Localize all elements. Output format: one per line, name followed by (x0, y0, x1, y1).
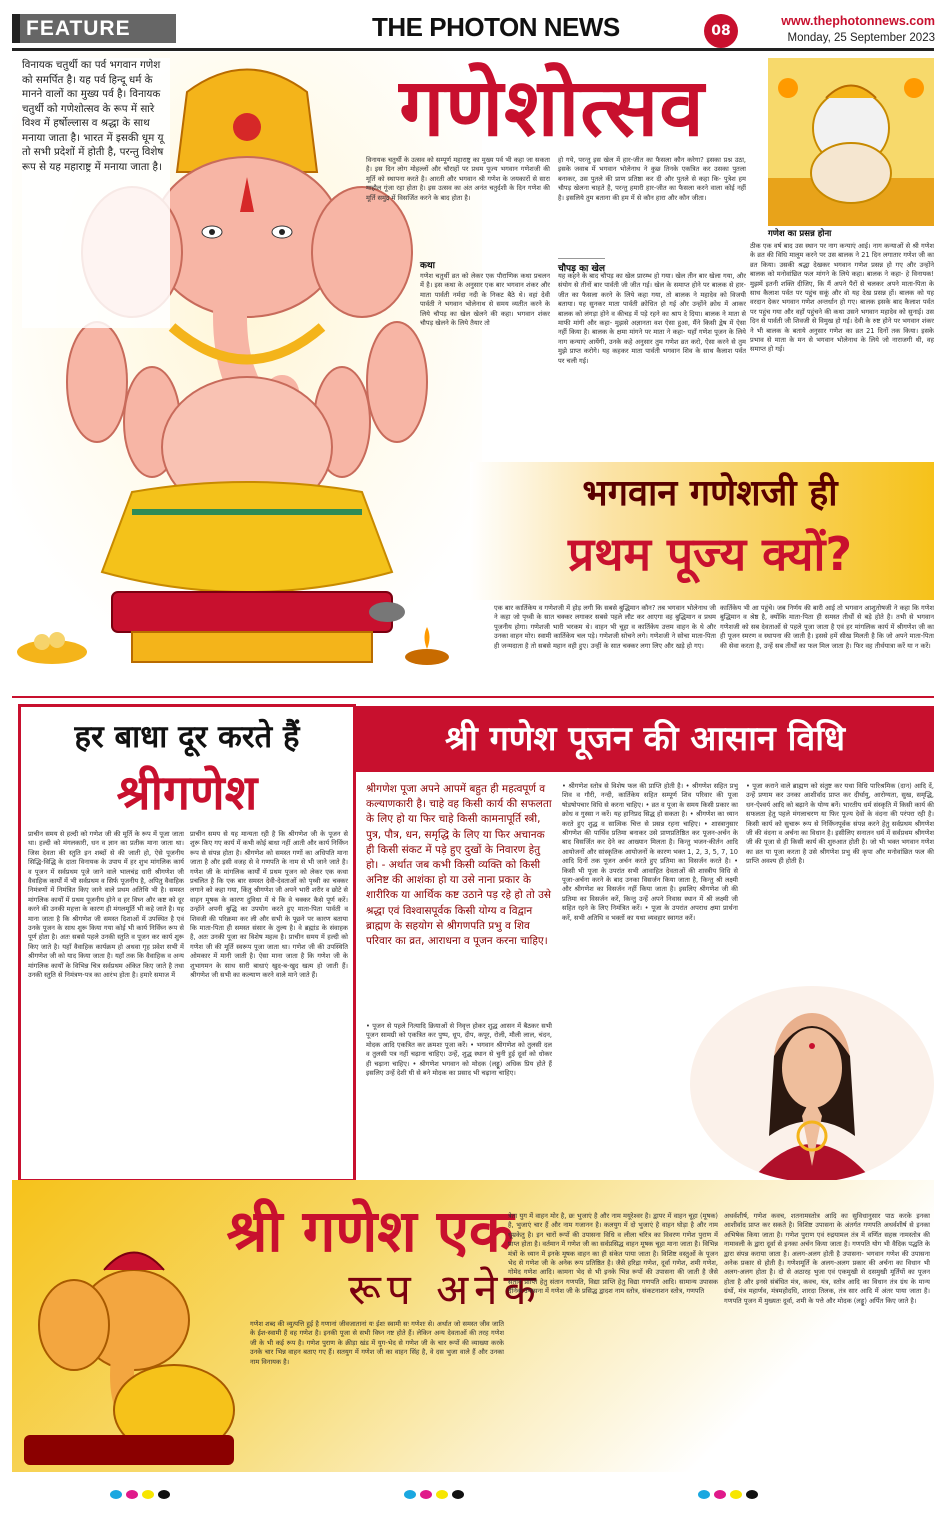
masthead: THE PHOTON NEWS (372, 12, 620, 42)
top-article-col2: हो गये, परन्तु इस खेल में हार-जीत का फैसला कौन करेगा? इसका प्रश्न उठा, इसके जवाब में भगवान भोलेनाथ ने कुछ तिनके एकत्रित कर उसका पुतला बनाकर, उस पुतले की प्राण प्रतिष्ठा कर दी और पुतले से कहा कि- पुत्रेश हम चौपड़ खेलना चाहते है, परन्तु हमारी हार-जीत का फैसला करने वाला कोई नहीं है। इसलिये तुम बताना की हम में से कौन हारा और कौन जीता। (558, 156, 746, 202)
har-badha-col1: प्राचीन समय से हल्दी को गणेश जी की मूर्ति के रूप में पूजा जाता था। हल्दी को मंगलकारी, धन व ज्ञान का प्रतीक माना जाता था। जिस देवता की स्तुति इन शब्दों से की जाती हो, ऐसे पूजनीय सिद्धि-विद्धि के दाता विनायक के उपाय में हर शुभ मांगलिक कार्य व पूजन में सर्वप्रथम पूजे जाने वाले भालचंद्र धारी श्रीगणेश जी वैवाहिक कार्यों में भी सर्वप्रथम व सिर्फ पूजनीय है, अपितु वैवाहिक निमंत्रणों में निमंत्रित किए जाने वाले प्रथम अतिथि भी है। समस्त मांगलिक कार्यों में प्रथम पूजनीय होने व हर विघ्न और कष्ट को दूर करने की उनकी महत्ता के कारण ही मंगलमूर्ति भी कहे जाते है। यह माना जाता है कि श्रीगणेश जी समस्त दिशाओं में उपस्थित है एवं उनके पूजन के साथ शुरू किया गया कोई भी कार्य निर्विघ्न रूप से पूर्ण होता है। अतः सबसे पहले उनकी स्तुति व पूजन कर कार्य शुरू किए जाते है। यहाँ वैवाहिक कार्यक्रम हो अथवा गृह प्रवेश सभी में श्रीगणेश जी को याद किया जाता है। यहाँ तक कि वैवाहिक व अन्य मांगलिक कार्यों के विभिन्न चित्र सर्वप्रथम अंकित किए जाते है तथा उनकी स्तुति से निमंत्रण-पत्र का आरंभ होता है। हमारे समाज में (28, 830, 184, 980)
right-caption: गणेश का प्रसन्न होना (768, 229, 832, 239)
pujan-bullets1: • पूजन से पहले नित्यादि क्रियाओं से निवृत्त होकर शुद्ध आसन में बैठकर सभी पूजन सामग्री को एकत्रित कर पुष्प, धूप, दीप, कपूर, रोली, मौली लाल, चंदन, मोदक आदि एकत्रित कर क्रमशः पूजा करें। • भगवान श्रीगणेश को तुलसी दल व तुलसी पत्र नहीं चढ़ाना चाहिए। उन्हें, शुद्ध स्थान से चुनी हुई दूर्वा को धोकर ही चढ़ाना चाहिए। • श्रीगणेश भगवान को मोदक (लड्डू) अधिक प्रिय होते हैं इसलिए उन्हें देशी घी से बने मोदक का प्रसाद भी चढ़ाना चाहिए। (366, 1022, 552, 1078)
har-badha-col2: प्राचीन समय से यह मान्यता रही है कि श्रीगणेश जी के पूजन से शुरू किए गए कार्य में कभी कोई बाधा नहीं आती और कार्य निर्विघ्न रूप से संपन्न होता है। श्रीगणेश को समस्त गणों का अधिपति माना जाता है और इसी वजह से वे गणपति के नाम से भी जाने जाते है। गणेश जी के मांगलिक कार्यों में प्रथम पूजन को लेकर एक कथा प्रचलित है कि एक बार समस्त देवी-देवताओं को पृथ्वी का चक्कर लगाने को कहा गया, किंतु श्रीगणेश जी अपने भारी शरीर व छोटे से वाहन मूषक के कारण दुविधा में थे कि वे चक्कर कैसे पूर्ण करें। उन्होंने अपनी बुद्धि का उपयोग करते हुए माता-पिता पार्वती व शिवजी की परिक्रमा कर ली और सभी के पूछने पर कारण बताया कि माता-पिता ही समस्त संसार के तुल्य है। वे ब्रह्मांड के संवाहक है, अतः उनकी पूजा का विशेष महत्व है। प्राचीन समय में हल्दी को गणेश जी की मूर्ति स्वरूप पूजा जाता था। गणेश जी की उपस्थिति ओमकार में मानी जाती है। ऐसा माना जाता है कि गणेश जी के शुभागमन के साथ सारी बाधाएं खुद-ब-खुद खत्म हो जाती हैं। श्रीगणेश जी सभी का कल्याण करने वाले माने जाते हैं। (190, 830, 348, 980)
katha-text: गणेश चतुर्थी व्रत को लेकर एक पौराणिक कथा प्रचलन में है। इस कथा के अनुसार एक बार भगवान शंकर और माता पार्वती नर्मदा नदी के निकट बैठे थे। वहां देवी पार्वती ने भगवान भोलेनाथ से समय व्यतीत करने के लिये चौपड़ का खेल खेलने की कहा। भगवान शंकर चौपड़ खेलने के लिये तैयार तो (420, 272, 550, 328)
page-number: 08 (711, 23, 731, 39)
praying-woman-photo (690, 986, 934, 1182)
prathampujya-col1: एक बार कार्तिकेय व गणेशजी में होड़ लगी कि सबसे बुद्धिमान कौन? तब भगवान भोलेनाथ जी ने कहा जो पृथ्वी के सात चक्कर लगाकर सबसे पहले लौट कर आएगा वह बुद्धिमान व प्रथम पूजनीय होगा। गणेशजी भारी भरकम थे। वाहन भी चूहा व कार्तिकेय उत्तम वाहन के थे और उनका वाहन मोर। स्वामी कार्तिकेय चल पड़े। गणेशजी सोचने लगे। गणेशजी ने सोचा माता-पिता ही जन्मदाता है तो सबसे महान वही हुए। उन्हीं के सात चक्कर लगा लिए और खड़े हो गए। (494, 604, 716, 650)
main-title: गणेशोत्सव (399, 61, 705, 154)
pujan-vidhi-title: श्री गणेश पूजन की आसान विधि (444, 719, 846, 759)
print-registration-marks (110, 1484, 870, 1498)
right-column-text: ठीक एक वर्ष बाद उस स्थान पर नाग कन्याएं आई। नाग कन्याओं से श्री गणेश के व्रत की विधि मालूम करने पर उस बालक ने 21 दिन लगातार गणेश जी का व्रत किया। उसकी श्रद्धा देखकर भगवान गणेश प्रसन्न हो गए और उन्होंने बालक को मनोवांछित फल मांगने के लिये कहा। बालक ने कहा- हे विनायक! मुझमें इतनी शक्ति दीजिए, कि मैं अपने पैरों से चलकर अपने माता-पिता के साथ कैलाश पर्वत पर पहुंच सकूं और वो यह देख प्रसन्न हों। बालक को यह वरदान देकर भगवान गणेश अन्तर्धान हो गए। बालक इसके बाद कैलाश पर्वत पर पहुंच गया और वहाँ पहुंचने की कथा उसने भगवान महादेव को सुनाई। उस दिन से पार्वती जी शिवजी से विमुख हो गई। देवी के रुष्ट होने पर भगवान शंकर ने भी बालक के बताये अनुसार गणेश का व्रत 21 दिनों तक किया। इसके प्रभाव से माता के मन से भगवान भोलेनाथ के लिये जो नाराजगी थी, वह समाप्त हो गई। (750, 242, 934, 354)
page-number-badge (704, 14, 738, 48)
pujan-bullets2: • श्रीगणेश स्तोत्र से विशेष फल की प्राप्ति होती है। • श्रीगणेश सहित प्रभु शिव व गौरी, नन्दी, कार्तिकेय सहित सम्पूर्ण शिव परिवार की पूजा षोडषोपचार विधि से करना चाहिए। • व्रत व पूजा के समय किसी प्रकार का क्रोध व गुस्सा न करें। यह हानिप्रद सिद्ध हो सकता है। • श्रीगणेश का ध्यान करते हुए शुद्ध व सात्विक चित्त से प्रसन्न रहना चाहिए। • शास्त्रानुसार श्रीगणेश की पार्थिव प्रतिमा बनाकर उसे प्राणप्रतिष्ठित कर पूजन-अर्चन के बाद विसर्जित कर देने का आख्यान मिलता है। किन्तु भजन-कीर्तन आदि आयोजनों और सांस्कृतिक आयोजनों के कारण भक्त 1, 2, 3, 5, 7, 10 आदि दिनों तक पूजन अर्चन करते हुए प्रतिमा का विसर्जन करते है। • किसी भी पूजा के उपरांत सभी आवाहित देवताओं की शास्त्रीय विधि से पूजा-अर्चना करने के बाद उनका विसर्जन किया जाता है, किन्तु श्री लक्ष्मी और श्रीगणेश का विसर्जन नहीं किया जाता है। इसलिए श्रीगणेश जी की प्रतिमा का विसर्जन करें, किन्तु उन्हें अपने निवास स्थान में श्री लक्ष्मी जी सहित रहने के लिए निमंत्रित करें। • पूजा के उपरांत अपराध क्षमा प्रार्थना करें, सभी अतिथि व भक्तों का यथा व्यवहार स्वागत करें। (562, 782, 738, 922)
feature-label-text: FEATURE (26, 17, 131, 40)
feature-label (12, 14, 176, 43)
roop-anek-col1: गणेश शब्द की व्युत्पत्ति हुई है गणानां जीवजातानां यः ईशः स्वामी सः गणेशः से। अर्थात जो समस्त जीव जाति के ईश-स्वामी हैं वह गणेश है। इनकी पूजा से सभी विघ्न नष्ट होते हैं। लेकिन अन्य देवताओं की तरह गणेश जी के भी कई रूप है। गणेश पुराण के क्रीड़ा खंड में युग-भेद से गणेश जी के चार रूपों की व्याख्या करके उनके चार भिन्न वाहन बताए गए हैं। सतयुग में गणेश जी का वाहन सिंह है, वे दस भुजा वाले हैं और उनका नाम विनायक है। (250, 1320, 504, 1366)
roop-anek-line1: श्री गणेश एक (226, 1197, 514, 1265)
roop-anek-line2: रूप अनेक (348, 1265, 542, 1314)
pujan-highlight: श्रीगणेश पूजा अपने आपमें बहुत ही महत्वपूर्ण व कल्याणकारी है। चाहे वह किसी कार्य की सफलता के लिए हो या फिर चाहे किसी कामनापूर्ति स्त्री, पुत्र, पौत्र, धन, समृद्धि के लिए या फिर अचानक ही किसी संकट में पड़े हुए दुखों के निवारण हेतु हो। - अर्थात जब कभी किसी व्यक्ति को किसी अनिष्ट की आशंका हो या उसे नाना प्रकार के शारीरिक या आर्थिक कष्ट उठाने पड़ रहे हो तो उसे श्रद्धा एवं विश्वासपूर्वक किसी योग्य व विद्वान ब्राह्मण के सहयोग से श्रीगणपति प्रभु व शिव परिवार का व्रत, आराधना व पूजन करना चाहिए। (366, 783, 552, 948)
roop-anek-col3: अथर्वशीर्ष, गणेश कवच, शतनामस्तोत्र आदि का सुविधानुसार पाठ करके इनका आशीर्वाद प्राप्त कर सकते है। विशिष्ट उपासना के अंतर्गत गणपति अथर्वशीर्ष से इनका अभिषेक किया जाता है। गणेश पुराण एवं रुद्रयामल तंत्र में वर्णित सहस्र नामस्तोत्र की नामावली के द्वारा दूर्वा से इनका अर्चन किया जाता है। गणपति योग भी वैदिक पद्धति के द्वारा संपन्न कराया जाता है। अलग-अलग होती है उपासना- भगवान गणेश की उपासना अनेक प्रकार से होती है। गणेशमूर्ति के अलग-अलग प्रकार की अर्चना का विधान भी अलग-अलग होता है। दो से अठारह भुजा एवं एकमुखी से दसमुखी मूर्तियों का पूजन होता है और इनसे संबंधित मंत्र, कवच, यंत्र, स्तोत्र आदि का विधान तंत्र ग्रंथ के मान्य ग्रंथों, मंत्र महार्णव, मंत्रमहोदधि, शारदा तिलक, तंत्र सार आदि में अंतर पाया जाता है। गणपति पूजन में मुख्यतः दूर्वा, शमी के पत्ते और मोदक (लड्डू) अर्पित किए जाते है। (724, 1212, 930, 1305)
har-badha-line1: हर बाधा दूर करते हैं (74, 719, 300, 755)
prathampujya-col2: कार्तिकेय भी आ पहुंचे। जब निर्णय की बारी आई तो भगवान आशुतोषजी ने कहा कि गणेश बुद्धिमान व श्रेष्ठ है, क्योंकि माता-पिता ही समस्त तीर्थों से बड़े होते है। तभी से भगवान गणेशजी को सब देवताओं से पहले पूजा जाता है एवं हर मांगलिक कार्य में श्रीगणेश जी का ही पूजन स्मरण व स्थापना की जाती है। इससे हमें सीख मिलती है कि जो अपने माता-पिता की सेवा करता है, उन्हें सब तीर्थों का फल मिल जाता है। फिर वह तीर्थयात्रा करें या न करें। (720, 604, 934, 650)
chaupad-heading: चौपड़ का खेल (558, 258, 605, 274)
pujan-bullets3: • पूजा कराने वाले ब्राह्मण को संतुष्ट कर यथा विधि पारिश्रमिक (दान) आदि दें, उन्हें प्रणाम कर उनका आशीर्वाद प्राप्त कर दीर्घायु, आरोग्यता, सुख, समृद्धि, धन-ऐश्वर्य आदि को बढ़ाने के योग्य बनें। भारतीय धर्म संस्कृति में किसी कार्य की सफलता हेतु पहले मंगलाचरण या फिर पूज्य देवों के वंदना की परंपरा रही है। किसी कार्य को सुचारू रूप से निर्विघ्नपूर्वक संपन्न करने हेतु सर्वप्रथम श्रीगणेश जी की वंदना व अर्चना का विधान है। इसीलिए सनातन धर्म में सर्वप्रथम श्रीगणेश जी की पूजा से ही किसी कार्य की शुरुआत होती है। जो भी भक्त भगवान गणेश का व्रत या पूजा करता है उसे श्रीगणेश प्रभु की कृपा और मनोवांछित फल की प्राप्ति अवश्य ही होती है। (746, 782, 934, 866)
section-divider (12, 696, 934, 698)
prathampujya-line2: प्रथम पूज्य क्यों? (567, 527, 853, 581)
roop-anek-col2: त्रेता युग में वाहन मोर है, छः भुजाएं है और नाम मयूरेश्वर है। द्वापर में वाहन चूहा (मूषक) है, भुजाएं चार हैं और नाम गजानन है। कलयुग में दो भुजाएं है वाहन घोड़ा है और नाम धूम्रकेतु है। इन चारों रूपों की उपासना विधि व लीला चरित्र का विवरण गणेश पुराण में प्राप्त होता है। वर्तमान में गणेश जी का सर्वप्रसिद्ध वाहन मूषक चूहा माना जाता है। विभिन्न मंत्रों के ध्यान में इनके मूषक वाहन का ही संकेत पाया जाता है। विशिष्ट वस्तुओं के पूजन भेद से गणेश जी के अनेक रूप प्रतिष्ठित है। जैसे हरिद्रा गणेश, दूर्वा गणेश, शमी गणेश, गोमेद गणेश आदि। कामना भेद से भी इनके भिन्न रूपों की उपासना की जाती है जैसे संतान प्राप्ति हेतु संतान गणपति, विद्या प्राप्ति हेतु विद्या गणपति आदि। सामान्य उपासक दैनिक उपासना में गणेश जी के प्रसिद्ध द्वादश नाम स्तोत्र, संकटनाशन स्तोत्र, गणपति (508, 1212, 718, 1296)
ganesh-idol-photo (768, 58, 934, 226)
har-badha-line2: श्रीगणेश (116, 765, 258, 821)
date: Monday, 25 September 2023 (787, 32, 935, 44)
katha-heading: कथा (420, 261, 435, 271)
intro-box (22, 58, 170, 328)
prathampujya-line1: भगवान गणेशजी ही (582, 473, 838, 514)
top-article-col1: विनायक चतुर्थी के उत्सव को सम्पूर्ण महाराष्ट्र का मुख्य पर्व भी कहा जा सकता है। इस दिन लोग मोहल्लों और चौराहों पर प्रथम पूज्य भगवान गणेशजी की मूर्ति को स्थापना करते है। आरती और भगवान श्री गणेश के जयकारों से सारा माहौल गूंजा रहा होता है। इस उत्सव का अंत अनंत चतुर्दशी के दिन गणेश की मूर्ति समुद्र में विसर्जित करने के बाद होता है। (366, 156, 550, 202)
intro-text: विनायक चतुर्थी का पर्व भगवान गणेश को समर्पित है। यह पर्व हिन्दू धर्म के मानने वालों का मुख्य पर्व है। विनायक चतुर्थी को गणेशोत्सव के रूप में सारे विश्व में हर्षोल्लास व श्रद्धा के साथ मनाया जाता है। भारत में इसकी धूम यू तो सभी प्रदेशों में होती है, परन्तु विशेष रूप से यह महाराष्ट्र में मनाया जाता है। (22, 59, 164, 173)
chaupad-text: यह कहने के बाद चौपड़ का खेल प्रारम्भ हो गया। खेल तीन बार खेला गया, और संयोग से तीनों बार पार्वती जी जीत गई। खेल के समाप्त होने पर बालक से हार-जीत का फैसला करने के लिये कहा गया, तो बालक ने महादेव को विजयी बताया। यह सुनकर माता पार्वती क्रोधित हो गई और उन्होंने क्रोध में आकर बालक को लंगड़ा होने व कीचड़ में पड़े रहने का श्राप दे दिया। बालक ने माता से माफी मांगी और कहा- मुझसे अज्ञानता वश ऐसा हुआ, मैंने किसी द्वेष में ऐसा नहीं किया है। बालक के क्षमा मांगने पर माता ने कहा- यहाँ गणेश पूजन के लिये नाग कन्याएं आयेंगी, उनके कहे अनुसार तुम गणेश व्रत करो, ऐसा करने से तुम मुझे प्राप्त करोगे। यह कहकर माता पार्वती भगवान शिव के साथ कैलाश पर्वत पर चली गई। (558, 272, 746, 365)
header-rule (12, 48, 934, 51)
website: www.thephotonnews.com (781, 14, 935, 28)
